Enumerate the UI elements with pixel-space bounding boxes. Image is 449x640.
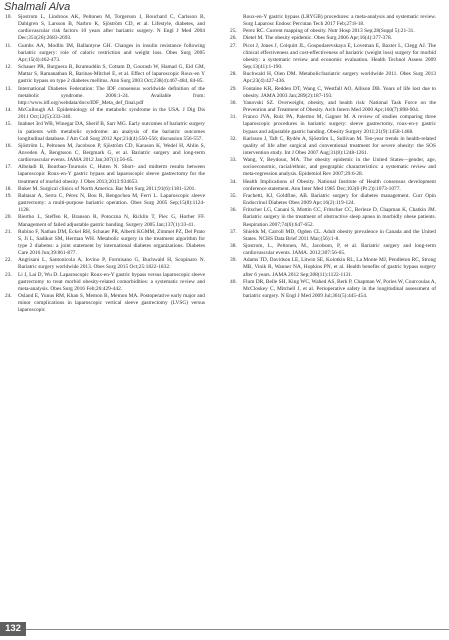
- reference-number: 26.: [230, 35, 237, 42]
- reference-text: Sjostrom, L., Peltonen, M., Jacobson, P, et al. Bariatric surgery and long-term cardiovascular events. JAMA. 2012;307:56-65.: [243, 243, 436, 257]
- reference-item: [5, 272, 205, 293]
- reference-column-left: [5, 14, 205, 315]
- reference-text: Dietel M. The obesity epidemic. Obes Surg 2006 Apr;16(4):377-378.: [243, 35, 393, 42]
- reference-number: 27.: [230, 42, 237, 49]
- reference-item: [5, 257, 205, 271]
- reference-number: 19.: [5, 192, 12, 199]
- reference-item: [230, 100, 436, 114]
- reference-text: Inabnet 3rd WB, Winegar DA, Sherif B, Sarr MG. Early outcomes of bariatric surgery in patients with metabolic syndrome: an analysis of the bariatric outcomes longitudinal database. J Am Coll Surg 2012 Apr;214(4):550-556; discussion 556-557.: [18, 121, 205, 142]
- reference-text: Rubino F, Nathan DM, Eckel RH, Schauer PR, Alberti KGMM, Zimmet PZ, Del Prato S, Ji L, Sadikot SM, Herman WH. Metabolic surgery in the treatment algorithm for type 2 diabetes: a joint statement by international diabetes organizations. Diabetes Care 2016 Jun;39:861-877.: [18, 228, 205, 257]
- reference-item: [230, 193, 436, 207]
- reference-text: Franco JVA, Ruiz PA, Palermo M, Gagner M. A review of studies comparing three laparoscopic procedures in bariatric surgery: sleeve gastrectomy, roux-en-y gastric bypass and adjustable gastric banding. Obesity Surgery 2011;21(9):1458-1468.: [243, 114, 436, 135]
- reference-item: [230, 35, 436, 42]
- reference-number: 35.: [230, 192, 237, 199]
- reference-number: 11.: [5, 42, 12, 49]
- reference-number: 12.: [5, 64, 12, 71]
- reference-item: [230, 71, 436, 85]
- reference-item: [5, 43, 205, 64]
- reference-number: 34.: [230, 178, 237, 185]
- reference-item: [5, 193, 205, 214]
- reference-text: Picot J, Jones J, Colquitt JL, Gospodarevskaya E, Loveman E, Baxter L, Clegg AJ. The clinical effectiveness and cost-effectiveness of bariatric (weight loss) surgery for morbid obesity: a systematic review and economic evaluation. Health Technol Assess 2009 Sep;13(41):1-190.: [243, 42, 436, 71]
- reference-text: Roux-en-Y gastric bypass (LRYGB) procedures: a meta-analysis and systematic review. Surg Laparosc Endosc Percutan Tech 2017 Feb;27:8-18.: [243, 14, 436, 28]
- reference-item: [230, 14, 436, 28]
- reference-item: [5, 164, 205, 185]
- reference-text: Osland E, Yunus RM, Khan S, Memon B, Memon MA. Postoperative early major and minor complications in laparoscopic vertical sleeve gastrectomy (LVSG) versus laparoscopic: [18, 293, 205, 314]
- reference-number: 38.: [230, 243, 237, 249]
- reference-item: [230, 86, 436, 100]
- reference-item: [5, 293, 205, 314]
- reference-item: [5, 121, 205, 142]
- reference-text: Biertho L, Steffen R, Branson R, Potoczna N, Ricklin T, Piec G, Horber FF. Management of failed adjustable gastric banding. Surgery 2005 Jan;137(1):33-41.: [18, 214, 205, 228]
- reference-text: McCullough AJ. Epidemiology of the metabolic syndrome in the USA. J Dig Dis 2011 Oct;12(5):333-340.: [18, 107, 205, 121]
- reference-item: [230, 243, 436, 257]
- reference-number: 37.: [230, 228, 237, 235]
- reference-item: [230, 279, 436, 300]
- reference-text: Wang, Y, Beydoun, MA. The obesity epidemic in the United States—gender, age, socioeconomic, racial/ethnic, and geographic characteristics: a systematic review and meta-regression analysis. Epidemiol Rev 2007;29:6-28.: [243, 157, 436, 178]
- reference-item: [5, 64, 205, 85]
- reference-item: [230, 257, 436, 278]
- reference-number: 16.: [5, 142, 12, 149]
- reference-item: [5, 143, 205, 164]
- reference-item: [230, 207, 436, 228]
- reference-number: 17.: [5, 164, 12, 171]
- reference-text: Schauer PR, Burguera B, Ikramuddin S, Cottam D, Gourash W, Hamad G, Eid GM, Mattar S, Ramanathan R, Barinas-Mitchel E, et al. Effect of laparoscopic Roux-en Y gastric bypass on type 2 diabetes mellitus. Ann Surg 2003 Oct;238(4):467-484, 84-85.: [18, 64, 205, 85]
- reference-number: 20.: [5, 214, 12, 221]
- reference-text: Angrisani L, Santonicola A, Iovino P, Formisano G, Buchwald H, Scopinaro N. Bariatric surgery worldwide 2013. Obes Surg 2015 Oct;25:1822-1832.: [18, 257, 205, 271]
- reference-number: 18.: [5, 185, 12, 192]
- reference-number: 14.: [5, 107, 12, 114]
- reference-item: [230, 179, 436, 193]
- reference-item: [5, 107, 205, 121]
- reference-item: [5, 186, 205, 193]
- reference-text: Albeladi B, Bourbao-Tournois C, Huten N. Short- and midterm results between laparoscopic Roux-en-Y gastric bypass and laparoscopic sleeve gastrectomy for the treatment of morbid obesity. J Obes 2013;2013:934653.: [18, 164, 205, 185]
- reference-text: Fontaine KR, Redden DT, Wang C, Westfall AO, Allison DB. Years of life lost due to obesity. JAMA 2003 Jan;289(2):187-193.: [243, 85, 436, 99]
- reference-text: Karlsson J, Taft C, Rydén A, Sjöström L, Sullivan M. Ten-year trends in health-related quality of life after surgical and conventional treatment for severe obesity: the SOS intervention study. Int J Obes 2007 Aug;31(8):1248-1261.: [243, 135, 436, 156]
- reference-text: Yanovski SZ. Overweight, obesity, and health risk: National Task Force on the Prevention and Treatment of Obesity. Arch Intern Med 2000 Apr;160(7):898-904.: [243, 99, 436, 114]
- footer-rule: [26, 629, 449, 630]
- reference-text: Buker M. Surgical clinics of North America. Bar Met Surg 2011;91(6):1181-1201.: [18, 185, 196, 192]
- reference-item: [230, 136, 436, 157]
- reference-item: [230, 229, 436, 243]
- reference-number: 15.: [5, 121, 12, 128]
- reference-item: [230, 114, 436, 135]
- reference-text: Li J, Lai D, Wu D. Laparoscopic Roux-en-Y gastric bypass versus laparoscopic sleeve gastrectomy to treat morbid obesity-related comorbidities: a systematic review and meta-analysis. Obes Surg 2016 Feb;26:429-442.: [18, 271, 205, 292]
- reference-item: [5, 214, 205, 228]
- page-number: 132: [0, 622, 26, 636]
- reference-column-right: [230, 14, 436, 300]
- reference-number: 40.: [230, 278, 237, 285]
- reference-number: 36.: [230, 207, 237, 214]
- reference-number: [230, 14, 243, 28]
- reference-text: Perez RC. Current mapping of obesity. Nutr Hosp 2013 Sep;28(Suppl 5):21-31.: [243, 28, 415, 35]
- reference-text: International Diabetes Federation: The IDF consensus worldwide definition of the metabolic syndrome. 2006:1-24. Available from: http://www.idf.org/webdata/docs/IDF_Meta_def_final.pdf: [18, 85, 205, 106]
- reference-number: 25.: [230, 28, 237, 35]
- reference-text: Buchwald H, Oien DM. Metabolic/bariatric surgery worldwide 2011. Obes Surg 2013 Apr;23(4):427-436.: [243, 71, 436, 85]
- running-header-author: Shalmali Alva: [4, 1, 71, 13]
- reference-number: 10.: [5, 14, 12, 20]
- reference-text: Fritscher LG, Canani S, Mottin CC, Fritscher CC, Berleze D, Chapman K, Chatkin JM. Bariatric surgery in the treatment of obstructive sleep apnea in morbidly obese patients. Respiration 2007;74(6):647-652.: [243, 207, 436, 228]
- reference-item: [230, 157, 436, 178]
- reference-number: 31.: [230, 114, 237, 121]
- reference-number: 13.: [5, 85, 12, 92]
- reference-text: Gumbs AA, Modlin IM, Ballantyne GH. Changes in insulin resistance following bariatric surgery: role of caloric restriction and weight loss. Obes Surg 2005 Apr;15(4):462-473.: [18, 42, 205, 63]
- reference-text: Sjostrom L, Lindroos AK, Peltonen M, Torgerson J, Bouchard C, Carlsson B, Dahlgren S, Larsson B, Narbro K, Sjöström CD, et al. Lifestyle, diabetes, and cardiovascular risk factors 10 years after bariatric surgery. N Engl J Med 2004 Dec;351(26):2683-2693.: [18, 14, 205, 42]
- reference-number: 28.: [230, 71, 237, 78]
- reference-text: Baltasar A, Serra C, Pérez N, Bou R, Bengochea M, Ferri L. Laparoscopic sleeve gastrectomy: a multi-purpose bariatric operation. Obes Surg 2005 Sep;15(8):1124-1128.: [18, 192, 205, 214]
- reference-number: 30.: [230, 99, 237, 106]
- reference-item: [5, 86, 205, 107]
- reference-text: Sjöström L, Peltonen M, Jacobson P, Sjöström CD, Karason K, Wedel H, Ahlin S, Anveden Å, Bengtsson C, Bergmark G, et al. Bariatric surgery and long-term cardiovascular events. JAMA 2012 Jan;307(1):56-65.: [18, 142, 205, 164]
- reference-number: 24.: [5, 293, 12, 300]
- reference-number: 22.: [5, 257, 12, 264]
- reference-number: 21.: [5, 228, 12, 235]
- reference-text: Shields M, Carroll MD, Ogden CL. Adult obesity prevalence in Canada and the United States. NCHS Data Brief 2011 Mar;(56):1-8.: [243, 228, 436, 242]
- reference-item: [5, 14, 205, 43]
- reference-text: Adams TD, Davidson LE, Litwin SE, Kolotkin RL, La Monte MJ, Pendleton RC, Strong MB, Vinik R, Wanner NA, Hopkins PN, et al. Health benefits of gastric bypass surgery after 6 years. JAMA 2012 Sep;308(11):1122-1131.: [243, 257, 436, 278]
- reference-item: [5, 229, 205, 258]
- reference-number: 23.: [5, 271, 12, 278]
- reference-number: 29.: [230, 85, 237, 92]
- reference-text: Health Implications of Obesity. National Institute of Health consensus development conference statement. Ann Inter Med 1985 Dec;103(6 (Pt 2)):1073-1077.: [243, 178, 436, 192]
- reference-text: Flum DR, Belle SH, King WC, Wahed AS, Berk P, Chapman W, Pories W, Courcoulas A, McCloskey C, Mitchell J, et al. Perioperative safety in the longitudinal assessment of bariatric surgery. N Engl J Med 2009 Jul;361(5):445-454.: [243, 278, 436, 300]
- reference-number: 33.: [230, 157, 237, 164]
- reference-text: Frachetti, KJ, Goldfine, AB. Bariatric surgery for diabetes management. Curr Opin Endocrinol Diabetes Obes 2009 Apr;16(2):119-124.: [243, 192, 436, 207]
- reference-item: [230, 43, 436, 72]
- reference-number: 39.: [230, 257, 237, 264]
- reference-number: 32.: [230, 135, 237, 142]
